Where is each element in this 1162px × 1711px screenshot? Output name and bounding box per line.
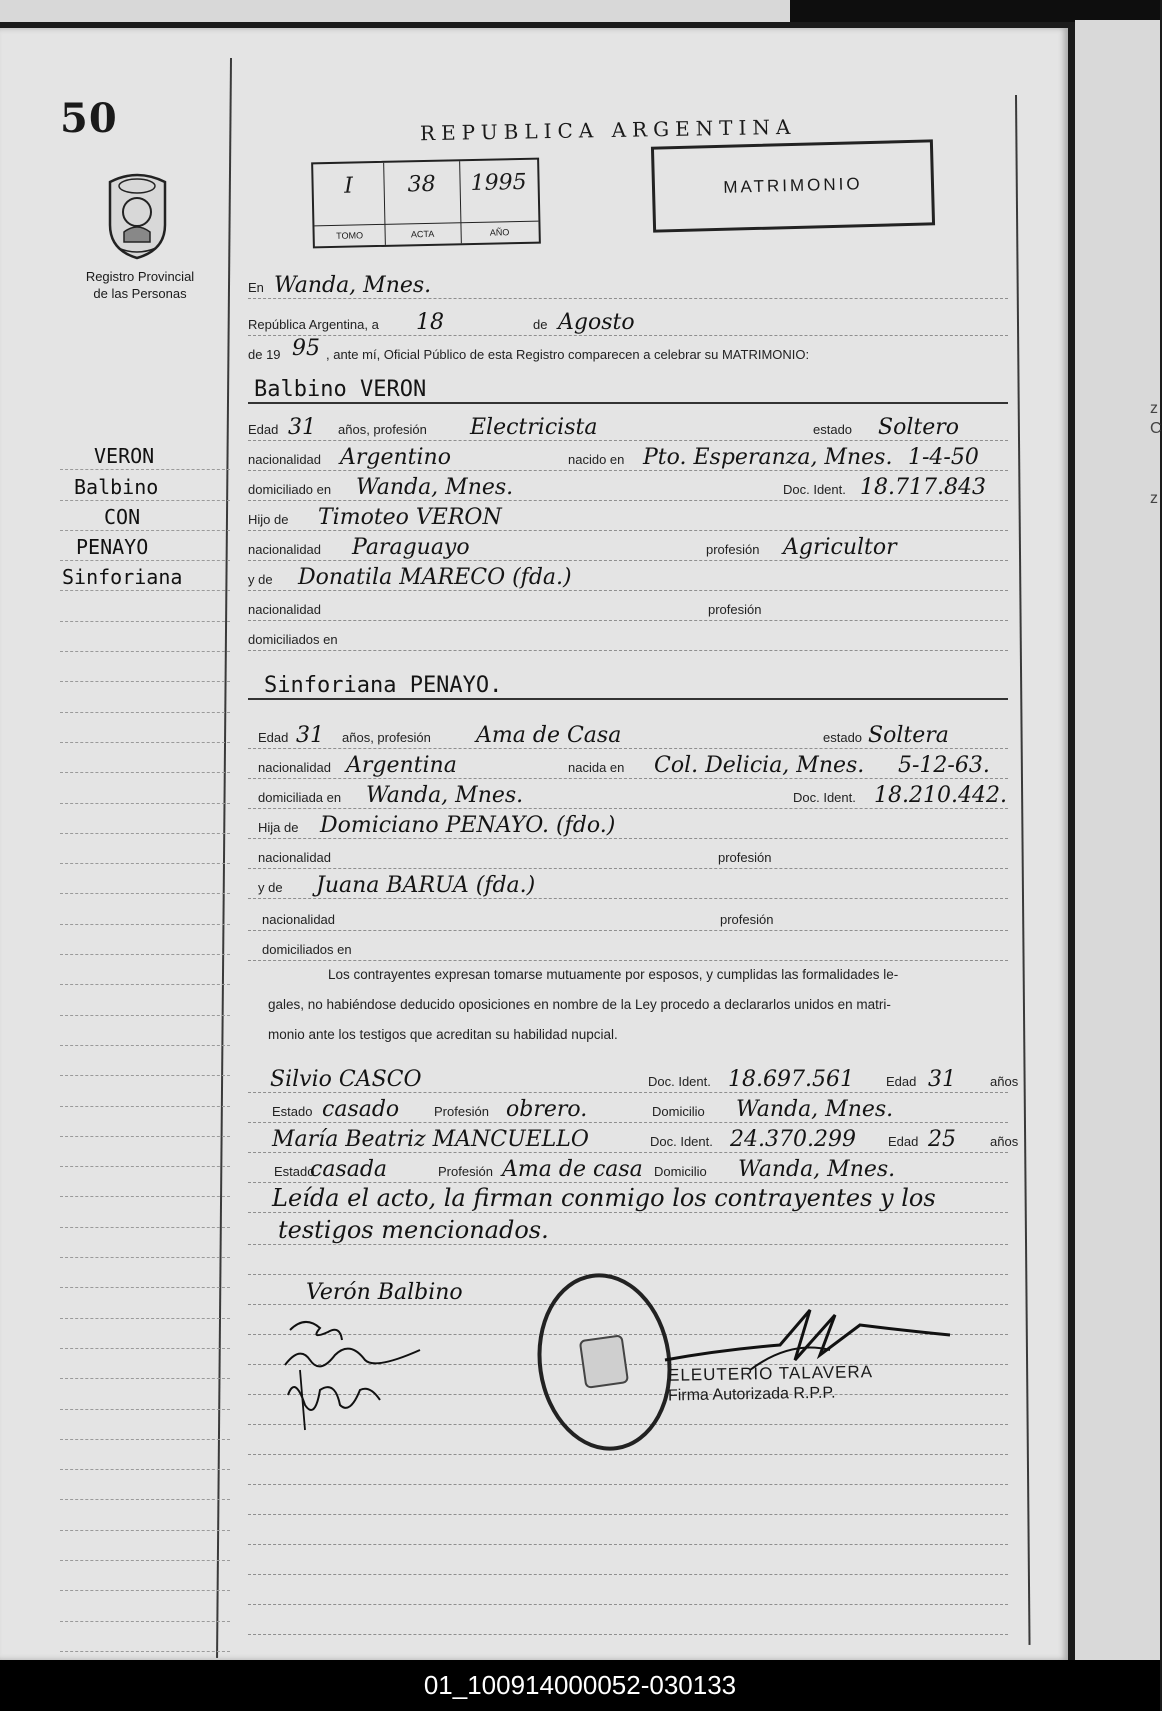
- groom-birthplace: Pto. Esperanza, Mnes.: [643, 445, 893, 470]
- bride-father: Domiciano PENAYO. (fdo.): [320, 813, 616, 838]
- ano-label: AÑO: [460, 221, 538, 244]
- witness-1-age: 31: [928, 1067, 956, 1092]
- witness-2-name: María Beatriz MANCUELLO: [272, 1127, 589, 1152]
- margin-line: [60, 1137, 230, 1167]
- scanner-background: [790, 0, 1160, 22]
- witness-1-profession: obrero.: [506, 1097, 588, 1122]
- margin-line: [60, 743, 230, 773]
- margin-line: [60, 894, 230, 924]
- groom-mother-nationality-row: nacionalidad profesión: [248, 590, 1008, 621]
- groom-mother-row: y de Donatila MARECO (fda.): [248, 560, 1008, 591]
- intro-year-row: de 19 95 , ante mí, Oficial Público de esta Registro comparecen a celebrar su MATRIMONIO:: [248, 336, 810, 362]
- bride-mother: Juana BARUA (fda.): [316, 873, 536, 898]
- closing-line-1: [248, 1182, 1008, 1213]
- margin-line: [60, 561, 230, 591]
- document-code: 01_100914000052-030133: [423, 1670, 737, 1700]
- margin-note-given-name-2: Sinforiana: [62, 565, 183, 590]
- bride-domicile: Wanda, Mnes.: [366, 783, 524, 808]
- witness-2-age: 25: [928, 1127, 956, 1152]
- closing-line-2: [248, 1214, 1008, 1245]
- groom-birthdate: 1-4-50: [908, 445, 979, 470]
- blank-line: [248, 1484, 1008, 1515]
- groom-name-row: [248, 372, 1008, 404]
- blank-line: [248, 1454, 1008, 1485]
- tomo-label: TOMO: [314, 224, 384, 246]
- margin-line: [60, 1470, 230, 1500]
- groom-domicile-row: domiciliado en Wanda, Mnes. Doc. Ident. 18.717.843: [248, 470, 1008, 501]
- groom-domicile: Wanda, Mnes.: [356, 475, 514, 500]
- intro-place-row: En Wanda, Mnes.: [248, 268, 1008, 299]
- margin-note-surname-2: PENAYO: [76, 535, 149, 560]
- page-number: 50: [60, 95, 118, 142]
- month-value: Agosto: [558, 310, 635, 335]
- record-type-box: [651, 139, 935, 232]
- reference-box: [311, 158, 541, 249]
- groom-father-row: Hijo de Timoteo VERON: [248, 500, 1008, 531]
- margin-line: [60, 531, 230, 561]
- margin-line: [60, 440, 230, 470]
- bride-nationality: Argentina: [346, 753, 457, 778]
- bride-age-row: Edad 31 años, profesión Ama de Casa estado Soltera: [248, 718, 1008, 749]
- ano-cell: [459, 160, 539, 244]
- margin-line: [60, 1107, 230, 1137]
- margin-line: [60, 1591, 230, 1621]
- margin-line: [60, 682, 230, 712]
- ano-value: 1995: [470, 169, 527, 197]
- bride-name-row: [248, 668, 1008, 700]
- record-type: MATRIMONIO: [723, 174, 863, 197]
- witness-1-domicile: Wanda, Mnes.: [736, 1097, 894, 1122]
- margin-line: [60, 1258, 230, 1288]
- margin-line: [60, 1561, 230, 1591]
- witness-1-details-row: Estado casado Profesión obrero. Domicilio Wanda, Mnes.: [248, 1092, 1008, 1123]
- margin-line: [60, 834, 230, 864]
- groom-father-nationality: Paraguayo: [352, 535, 470, 560]
- bride-name: Sinforiana PENAYO.: [264, 673, 503, 698]
- groom-signature: Verón Balbino: [306, 1280, 463, 1305]
- groom-profession: Electricista: [470, 415, 598, 440]
- next-page-edge: z C z: [1075, 20, 1160, 1665]
- tomo-value: I: [344, 173, 354, 199]
- margin-line: [60, 804, 230, 834]
- blank-line: [248, 1574, 1008, 1605]
- groom-father-nationality-row: nacionalidad Paraguayo profesión Agricultor: [248, 530, 1008, 561]
- witness-2-domicile: Wanda, Mnes.: [738, 1157, 896, 1182]
- closing-text-1: Leída el acto, la firman conmigo los contrayentes y los: [272, 1184, 936, 1212]
- margin-line: [60, 1622, 230, 1652]
- margin-line: [60, 713, 230, 743]
- witness-1-row: Silvio CASCO Doc. Ident. 18.697.561 Edad 31 años: [248, 1062, 1008, 1093]
- groom-father-profession: Agricultor: [783, 535, 897, 560]
- year-value: 95: [292, 336, 320, 361]
- day-value: 18: [416, 310, 444, 335]
- bride-father-row: Hija de Domiciano PENAYO. (fdo.): [248, 808, 1008, 839]
- groom-father: Timoteo VERON: [318, 505, 502, 530]
- groom-nationality-row: nacionalidad Argentino nacido en Pto. Esperanza, Mnes. 1-4-50: [248, 440, 1008, 471]
- footer-bar: [0, 1660, 1160, 1711]
- groom-name: Balbino VERON: [254, 377, 427, 402]
- bride-birthdate: 5-12-63.: [898, 753, 990, 778]
- official-role: Firma Autorizada R.P.P.: [667, 1384, 836, 1405]
- blank-line: [248, 1244, 1008, 1275]
- margin-note-surname: VERON: [94, 444, 155, 469]
- bride-doc: 18.210.442.: [874, 783, 1007, 808]
- margin-line: [60, 773, 230, 803]
- bride-parents-domicile-row: domiciliados en: [248, 930, 1008, 961]
- groom-doc: 18.717.843: [860, 475, 986, 500]
- margin-line: [60, 591, 230, 621]
- witness-2-details-row: Estado casada Profesión Ama de casa Domicilio Wanda, Mnes.: [248, 1152, 1008, 1183]
- statement-line: monio ante los testigos que acreditan su habilidad nupcial.: [268, 1027, 618, 1042]
- margin-line: [60, 955, 230, 985]
- previous-page-edge: [0, 0, 790, 22]
- bride-domicile-row: domiciliada en Wanda, Mnes. Doc. Ident. 18.210.442.: [248, 778, 1008, 809]
- handwritten-signatures: [280, 1310, 430, 1435]
- acta-cell: [383, 161, 462, 245]
- groom-nationality: Argentino: [340, 445, 451, 470]
- margin-line: [60, 470, 230, 500]
- groom-status: Soltero: [878, 415, 959, 440]
- stamp-emblem-icon: [579, 1334, 629, 1389]
- statement-paragraph: [268, 960, 1028, 1050]
- groom-age: 31: [288, 415, 316, 440]
- bride-mother-nationality-row: nacionalidad profesión: [248, 900, 1008, 931]
- bride-status: Soltera: [868, 723, 949, 748]
- margin-line: [60, 1288, 230, 1318]
- bride-mother-row: y de Juana BARUA (fda.): [248, 868, 1008, 899]
- witness-2-doc: 24.370.299: [730, 1127, 856, 1152]
- place-value: Wanda, Mnes.: [274, 273, 432, 298]
- margin-line: [60, 652, 230, 682]
- margin-line: [60, 1197, 230, 1227]
- margin-note-given-name: Balbino: [74, 474, 159, 499]
- margin-line: [60, 1016, 230, 1046]
- bride-profession: Ama de Casa: [476, 723, 622, 748]
- margin-line: [60, 1167, 230, 1197]
- witness-2-status: casada: [310, 1157, 388, 1182]
- margin-line: [60, 1319, 230, 1349]
- groom-parents-domicile-row: domiciliados en: [248, 620, 1008, 651]
- closing-text-2: testigos mencionados.: [278, 1216, 549, 1244]
- registry-name: Registro Provincial de las Personas: [85, 269, 195, 301]
- country-heading: REPUBLICA ARGENTINA: [419, 114, 797, 146]
- bride-nationality-row: nacionalidad Argentina nacida en Col. Delicia, Mnes. 5-12-63.: [248, 748, 1008, 779]
- provincial-seal-icon: [100, 170, 175, 260]
- margin-line: [60, 1500, 230, 1530]
- witness-1-name: Silvio CASCO: [270, 1067, 422, 1092]
- witness-1-doc: 18.697.561: [728, 1067, 854, 1092]
- margin-line: [60, 1531, 230, 1561]
- official-name: ELEUTERIO TALAVERA: [667, 1362, 874, 1385]
- margin-line: [60, 1228, 230, 1258]
- blank-line: [248, 1544, 1008, 1575]
- bride-age: 31: [296, 723, 324, 748]
- blank-line: [248, 1604, 1008, 1635]
- margin-line: [60, 864, 230, 894]
- tomo-cell: [313, 163, 386, 246]
- margin-line: [60, 1379, 230, 1409]
- intro-date-row: República Argentina, a 18 de Agosto: [248, 305, 1008, 336]
- margin-line: [60, 501, 230, 531]
- margin-line: [60, 1046, 230, 1076]
- margin-line: [60, 1440, 230, 1470]
- margin-line: [60, 925, 230, 955]
- margin-line: [60, 1410, 230, 1440]
- groom-mother: Donatila MARECO (fda.): [298, 565, 572, 590]
- groom-age-row: Edad 31 años, profesión Electricista estado Soltero: [248, 410, 1008, 441]
- statement-line: Los contrayentes expresan tomarse mutuamente por esposos, y cumplidas las formalidades le-: [328, 967, 899, 982]
- bride-father-nationality-row: nacionalidad profesión: [248, 838, 1008, 869]
- blank-line: [248, 1514, 1008, 1545]
- witness-2-row: María Beatriz MANCUELLO Doc. Ident. 24.370.299 Edad 25 años: [248, 1122, 1008, 1153]
- margin-line: [60, 1076, 230, 1106]
- acta-value: 38: [407, 171, 436, 198]
- margin-line: [60, 985, 230, 1015]
- margin-line: [60, 622, 230, 652]
- margin-line: [60, 1349, 230, 1379]
- margin-note-con: CON: [104, 504, 141, 529]
- statement-line: gales, no habiéndose deducido oposiciones en nombre de la Ley procedo a declararlos unidos en matri-: [268, 997, 891, 1012]
- acta-label: ACTA: [384, 222, 460, 245]
- witness-1-status: casado: [322, 1097, 400, 1122]
- witness-2-profession: Ama de casa: [502, 1157, 643, 1182]
- bride-birthplace: Col. Delicia, Mnes.: [654, 753, 865, 778]
- margin-note: [60, 440, 230, 1652]
